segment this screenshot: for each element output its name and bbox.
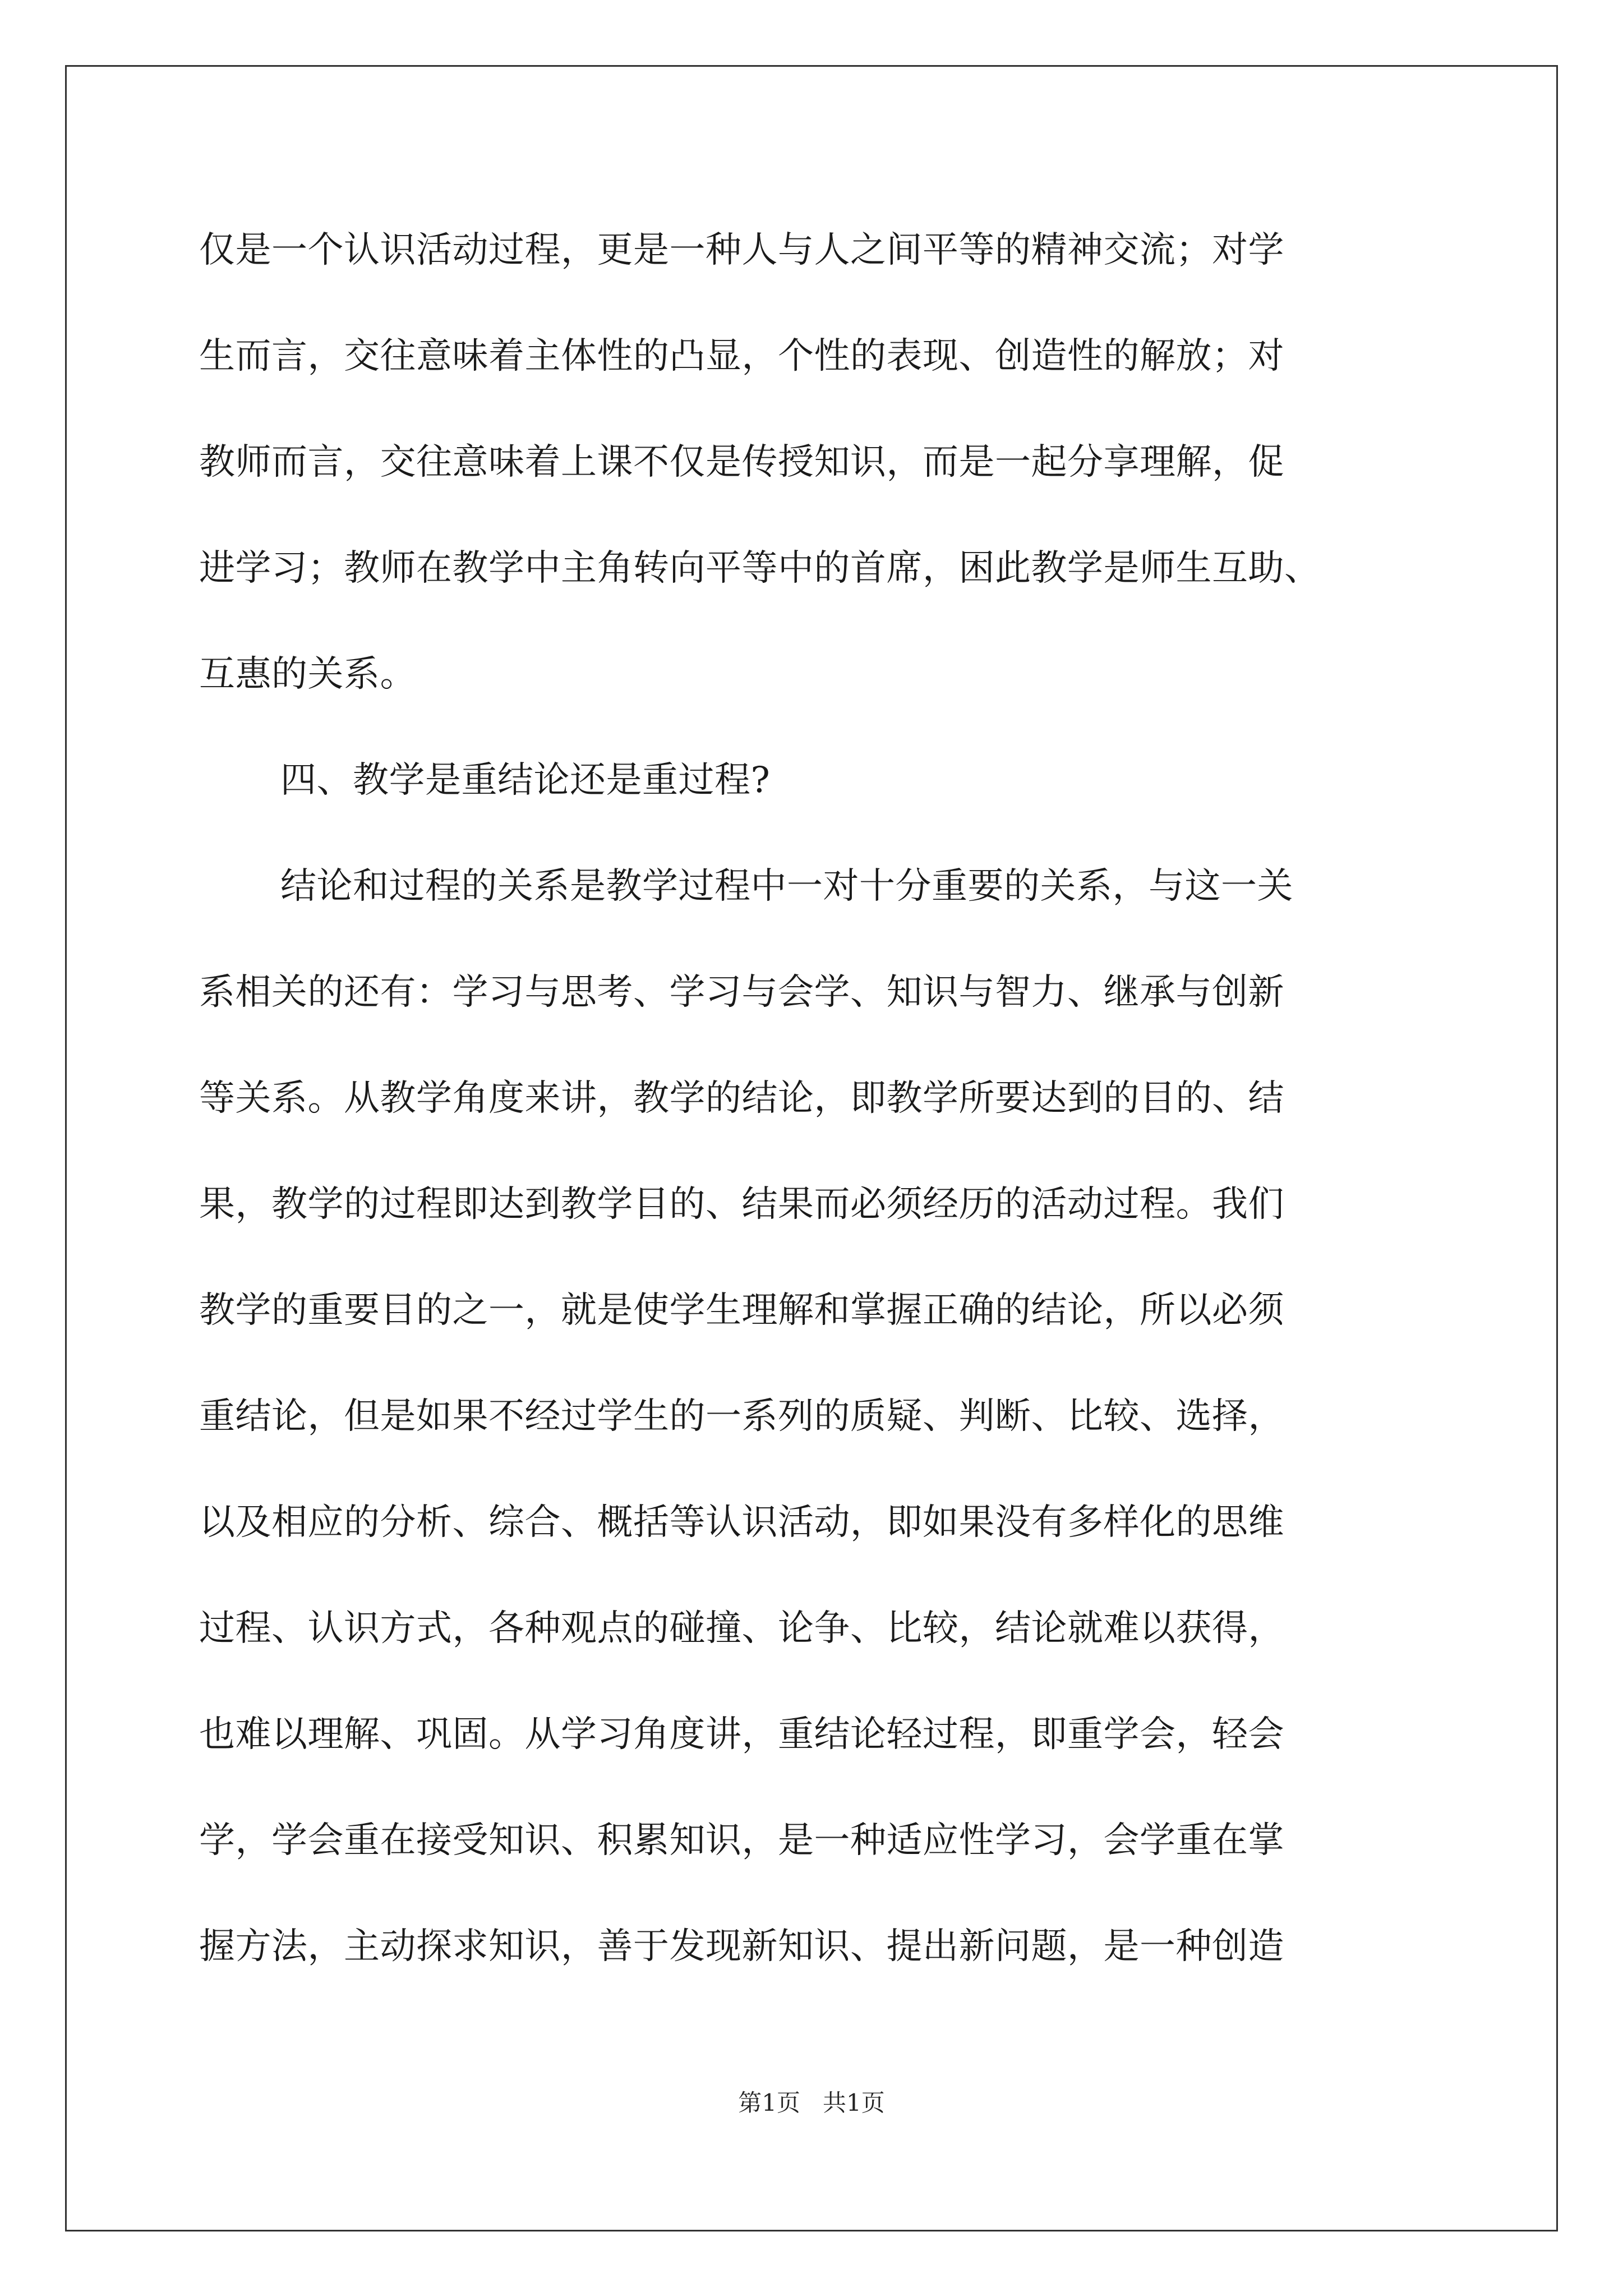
- page-footer: 第1页 共1页: [738, 2089, 885, 2116]
- text-line: 生而言，交往意味着主体性的凸显，个性的表现、创造性的解放；对: [199, 335, 1284, 377]
- text-line: 以及相应的分析、综合、概括等认识活动，即如果没有多样化的思维: [199, 1502, 1284, 1543]
- text-line: 系相关的还有：学习与思考、学习与会学、知识与智力、继承与创新: [199, 972, 1284, 1013]
- text-line: 握方法，主动探求知识，善于发现新知识、提出新问题，是一种创造: [199, 1926, 1284, 1967]
- text-line: 等关系。从教学角度来讲，教学的结论，即教学所要达到的目的、结: [199, 1078, 1284, 1119]
- text-line: 互惠的关系。: [199, 654, 416, 695]
- section-heading: 四、教学是重结论还是重过程?: [280, 760, 771, 801]
- text-line: 重结论，但是如果不经过学生的一系列的质疑、判断、比较、选择，: [199, 1396, 1284, 1437]
- text-line: 学，学会重在接受知识、积累知识，是一种适应性学习，会学重在掌: [199, 1820, 1284, 1861]
- text-line: 进学习；教师在教学中主角转向平等中的首席，困此教学是师生互助、: [199, 547, 1321, 589]
- text-line: 结论和过程的关系是教学过程中一对十分重要的关系，与这一关: [280, 866, 1293, 907]
- text-line: 也难以理解、巩固。从学习角度讲，重结论轻过程，即重学会，轻会: [199, 1714, 1284, 1755]
- text-line: 过程、认识方式，各种观点的碰撞、论争、比较，结论就难以获得，: [199, 1608, 1284, 1649]
- text-line: 果，教学的过程即达到教学目的、结果而必须经历的活动过程。我们: [199, 1184, 1284, 1225]
- text-line: 教学的重要目的之一，就是使学生理解和掌握正确的结论，所以必须: [199, 1290, 1284, 1331]
- text-line: 教师而言，交往意味着上课不仅是传授知识，而是一起分享理解，促: [199, 441, 1284, 483]
- text-line: 仅是一个认识活动过程，更是一种人与人之间平等的精神交流；对学: [199, 229, 1284, 271]
- page-border: [65, 65, 1558, 2231]
